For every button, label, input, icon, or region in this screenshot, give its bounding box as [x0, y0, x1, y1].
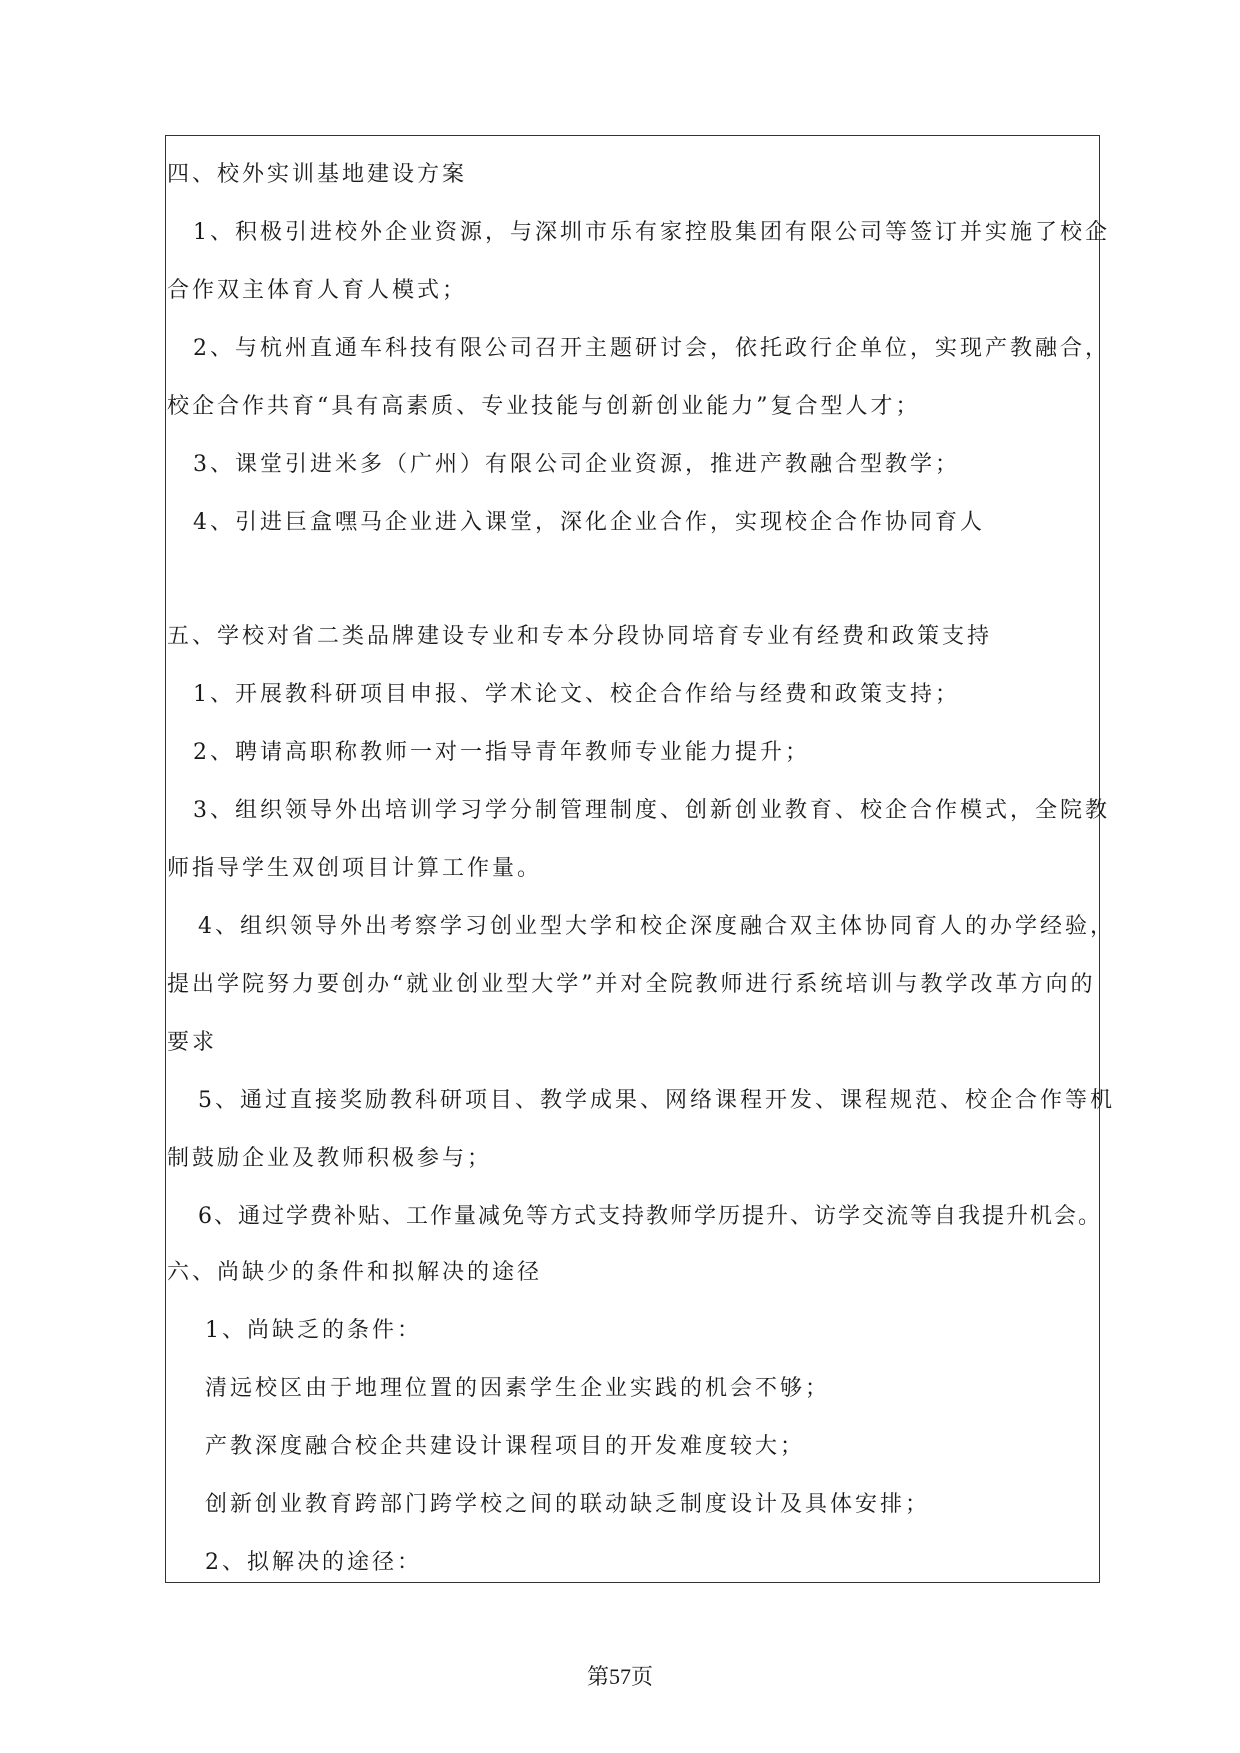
section-six-item: 清远校区由于地理位置的因素学生企业实践的机会不够； — [205, 1376, 831, 1401]
section-four-item: 2、与杭州直通车科技有限公司召开主题研讨会，依托政行企单位，实现产教融合， — [193, 336, 1110, 361]
section-five-item: 2、聘请高职称教师一对一指导青年教师专业能力提升； — [193, 740, 810, 765]
section-four-item: 1、积极引进校外企业资源，与深圳市乐有家控股集团有限公司等签订并实施了校企 — [193, 220, 1110, 245]
section-four-item: 合作双主体育人育人模式； — [167, 278, 468, 303]
section-six-item: 创新创业教育跨部门跨学校之间的联动缺乏制度设计及具体安排； — [205, 1492, 931, 1517]
section-five-item: 4、组织领导外出考察学习创业型大学和校企深度融合双主体协同育人的办学经验， — [198, 914, 1115, 939]
section-four-item: 4、引进巨盒嘿马企业进入课堂，深化企业合作，实现校企合作协同育人 — [193, 510, 985, 535]
section-five-item: 要求 — [167, 1030, 218, 1055]
section-five-item: 提出学院努力要创办“就业创业型大学”并对全院教师进行系统培训与教学改革方向的 — [167, 972, 1096, 997]
section-six-item: 2、拟解决的途径： — [205, 1550, 422, 1575]
section-five-item: 制鼓励企业及教师积极参与； — [167, 1146, 493, 1171]
section-five-heading: 五、学校对省二类品牌建设专业和专本分段协同培育专业有经费和政策支持 — [167, 624, 993, 649]
section-five-item: 3、组织领导外出培训学习学分制管理制度、创新创业教育、校企合作模式，全院教 — [193, 798, 1110, 823]
section-six-heading: 六、尚缺少的条件和拟解决的途径 — [167, 1260, 543, 1285]
section-six-item: 产教深度融合校企共建设计课程项目的开发难度较大； — [205, 1434, 806, 1459]
section-six-item: 1、尚缺乏的条件： — [205, 1318, 422, 1343]
section-five-item: 6、通过学费补贴、工作量减免等方式支持教师学历提升、访学交流等自我提升机会。 — [198, 1204, 1102, 1229]
page-number: 第57页 — [586, 1664, 653, 1689]
section-five-item: 1、开展教科研项目申报、学术论文、校企合作给与经费和政策支持； — [193, 682, 960, 707]
section-five-item: 师指导学生双创项目计算工作量。 — [167, 856, 543, 881]
section-four-item: 3、课堂引进米多（广州）有限公司企业资源，推进产教融合型教学； — [193, 452, 960, 477]
section-five-item: 5、通过直接奖励教科研项目、教学成果、网络课程开发、课程规范、校企合作等机 — [198, 1088, 1115, 1113]
section-four-item: 校企合作共育“具有高素质、专业技能与创新创业能力”复合型人才； — [167, 394, 921, 419]
section-four-heading: 四、校外实训基地建设方案 — [167, 162, 468, 187]
